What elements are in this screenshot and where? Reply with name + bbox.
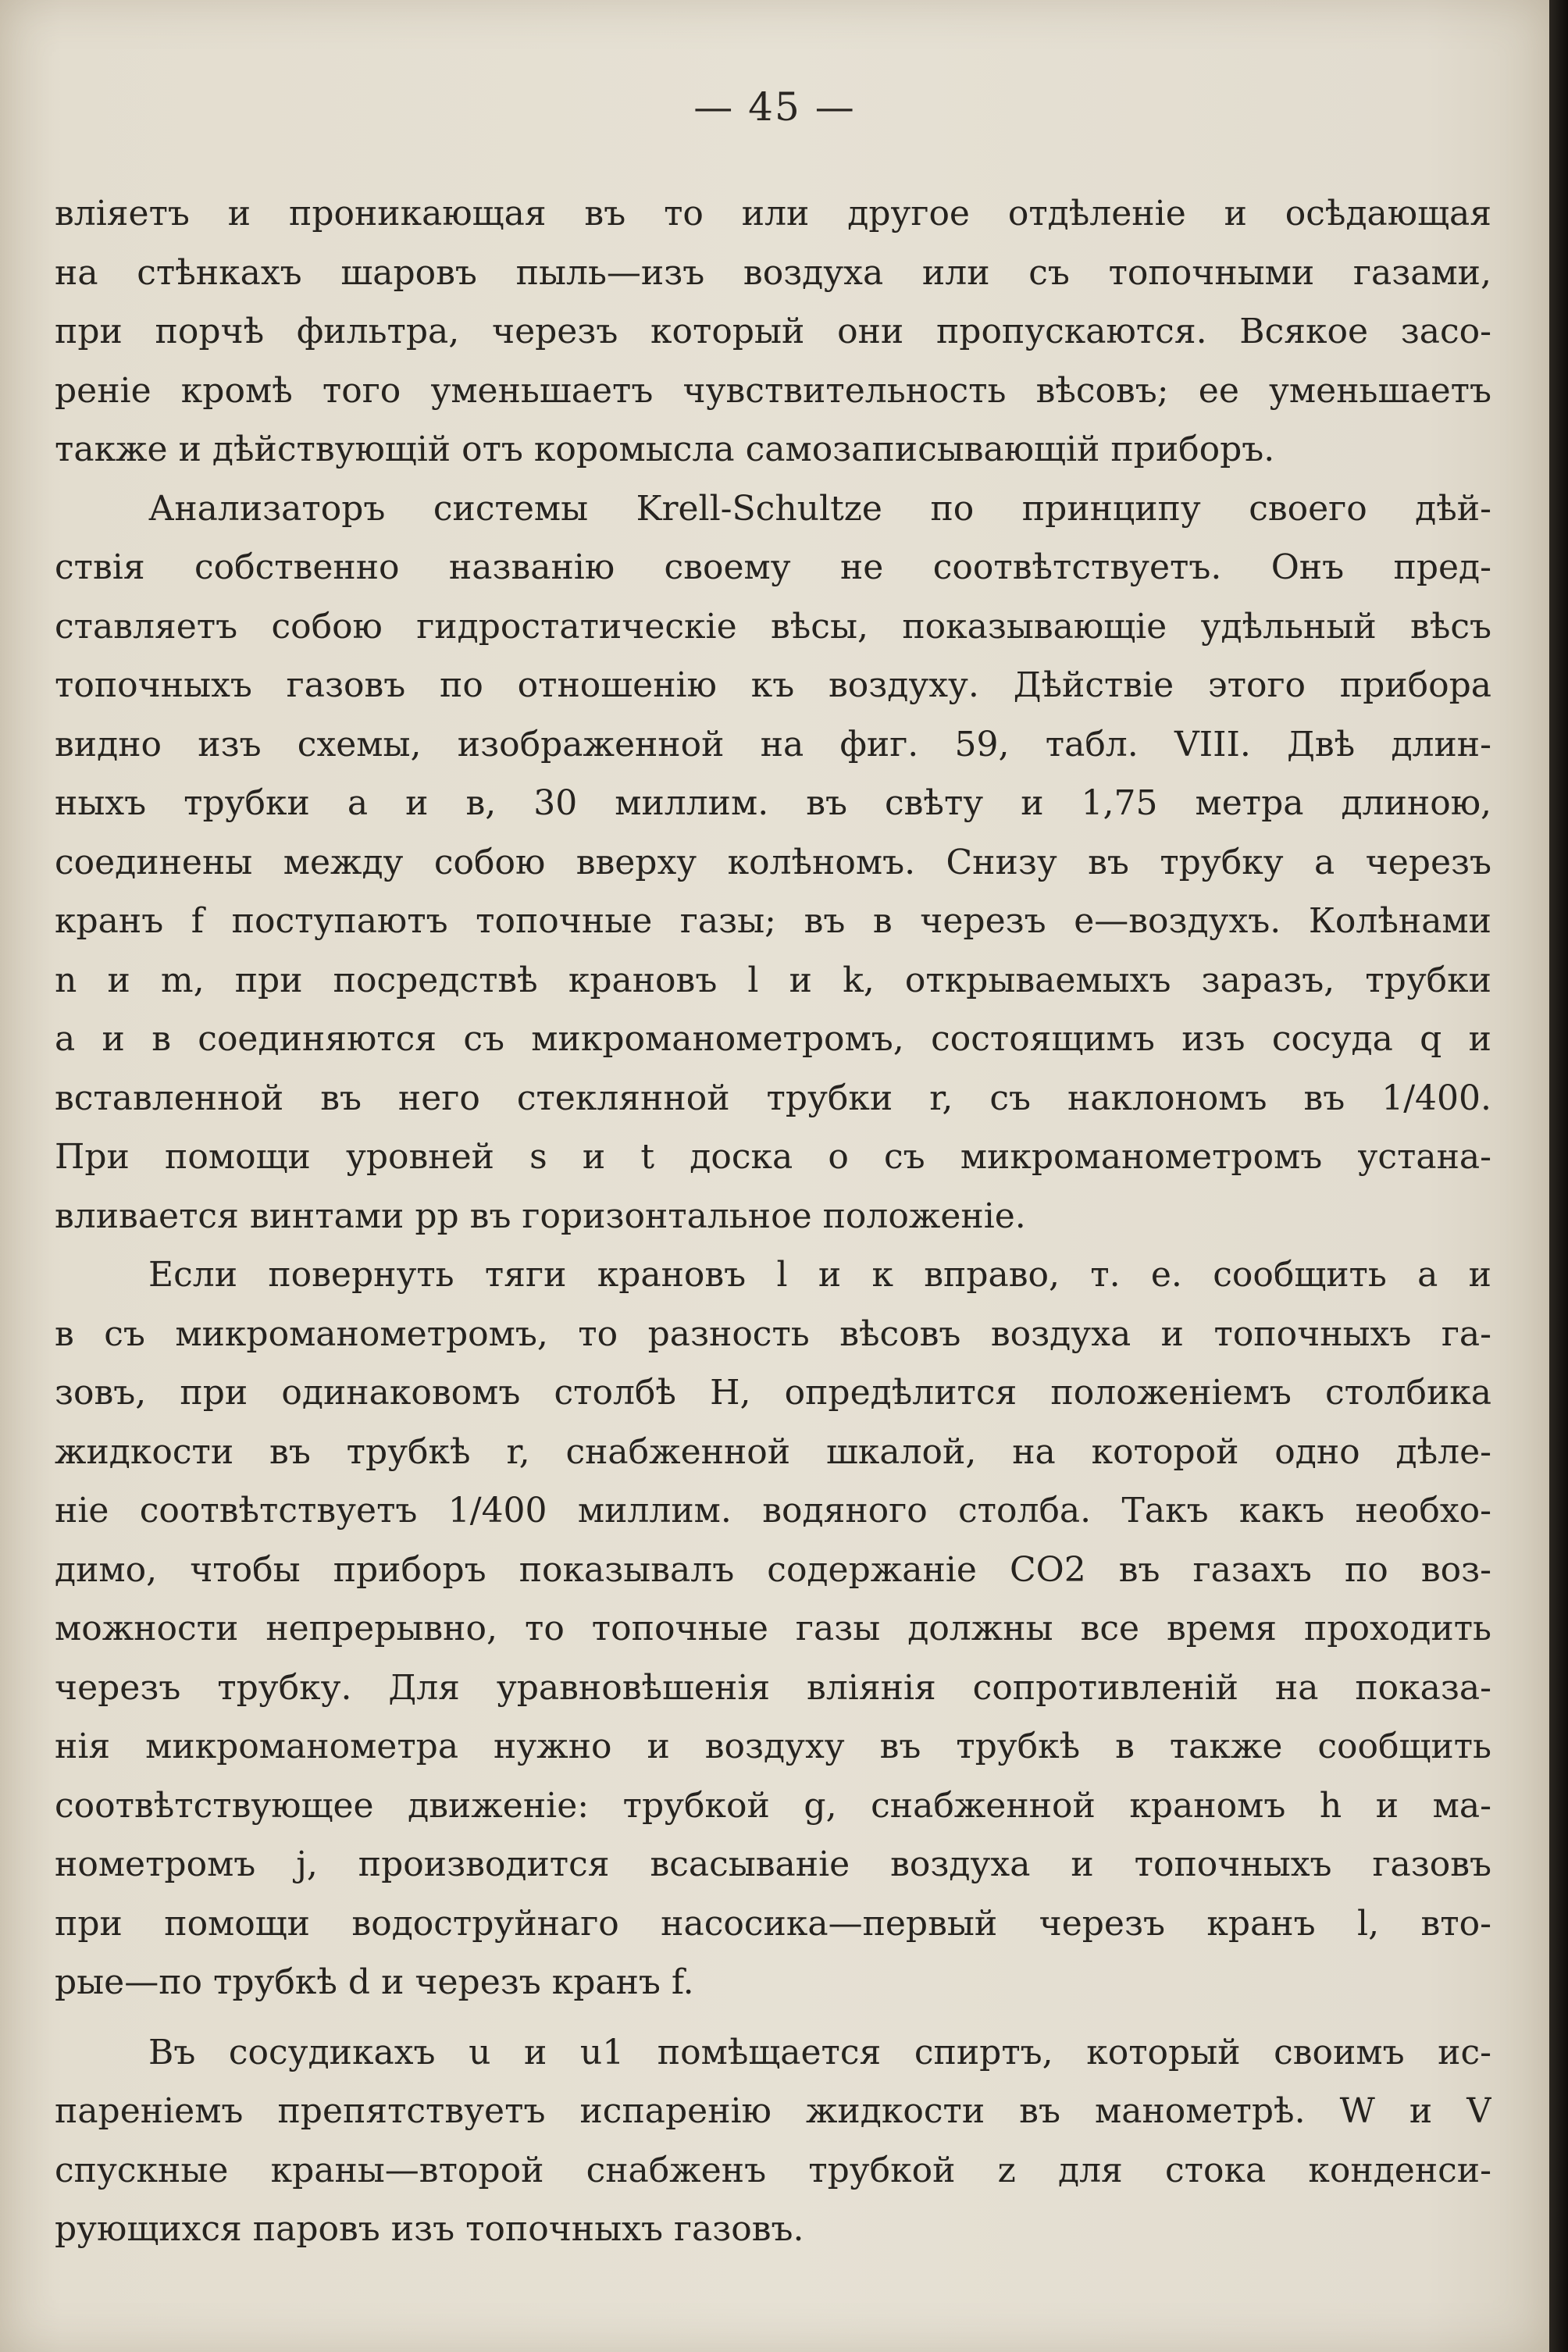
text-line: ставляетъ собою гидростатическіе вѣсы, показывающіе удѣльный вѣсъ: [55, 606, 1491, 647]
text-line: в съ микроманометромъ, то разность вѣсовъ воздуха и топочныхъ га-: [55, 1313, 1491, 1354]
body-text: [55, 184, 1491, 2259]
text-line: Если повернуть тяги крановъ l и к вправо, т. е. сообщить a и: [148, 1255, 1491, 1295]
text-line: a и в соединяются съ микроманометромъ, состоящимъ изъ сосуда q и: [55, 1019, 1491, 1059]
text-line: ныхъ трубки a и в, 30 миллим. въ свѣту и 1,75 метра длиною,: [55, 783, 1491, 823]
text-line: видно изъ схемы, изображенной на фиг. 59, табл. VIII. Двѣ длин-: [55, 724, 1491, 764]
text-line: жидкости въ трубкѣ r, снабженной шкалой, на которой одно дѣле-: [55, 1431, 1491, 1472]
text-line: соотвѣтствующее движеніе: трубкой g, снабженной краномъ h и ма-: [55, 1785, 1491, 1826]
text-line: топочныхъ газовъ по отношенію къ воздуху. Дѣйствіе этого прибора: [55, 665, 1491, 705]
text-line: нія микроманометра нужно и воздуху въ трубкѣ в также сообщить: [55, 1727, 1491, 1766]
text-line: вливается винтами pp въ горизонтальное положеніе.: [55, 1196, 1026, 1236]
text-line: соединены между собою вверху колѣномъ. Снизу въ трубку a черезъ: [55, 842, 1491, 882]
text-line: ніе соотвѣтствуетъ 1/400 миллим. водяного столба. Такъ какъ необхо-: [55, 1491, 1491, 1531]
page-edge-shadow: [1549, 0, 1568, 2352]
text-line: при порчѣ фильтра, черезъ который они пропускаются. Всякое засо-: [55, 312, 1491, 351]
text-line: нометромъ j, производится всасываніе воздуха и топочныхъ газовъ: [55, 1844, 1491, 1884]
text-line: рующихся паровъ изъ топочныхъ газовъ.: [55, 2209, 804, 2249]
text-line: вставленной въ него стеклянной трубки r, съ наклономъ въ 1/400.: [55, 1078, 1491, 1118]
text-line: пареніемъ препятствуетъ испаренію жидкости въ манометрѣ. W и V: [55, 2091, 1491, 2131]
text-line: реніе кромѣ того уменьшаетъ чувствительность вѣсовъ; ее уменьшаетъ: [55, 370, 1491, 411]
text-line: зовъ, при одинаковомъ столбѣ H, опредѣлится положеніемъ столбика: [55, 1373, 1491, 1413]
text-line: n и m, при посредствѣ крановъ l и k, открываемыхъ заразъ, трубки: [55, 960, 1491, 1000]
page-number: — 45 —: [693, 84, 856, 130]
text-line: димо, чтобы приборъ показывалъ содержаніе CO2 въ газахъ по воз-: [55, 1549, 1491, 1590]
text-line: также и дѣйствующій отъ коромысла самозаписывающій приборъ.: [55, 429, 1275, 469]
text-line: черезъ трубку. Для уравновѣшенія вліянія сопротивленій на показа-: [55, 1667, 1491, 1708]
text-line: можности непрерывно, то топочные газы должны все время проходить: [55, 1609, 1491, 1648]
text-line: рые—по трубкѣ d и черезъ кранъ f.: [55, 1962, 694, 2002]
text-line: на стѣнкахъ шаровъ пыль—изъ воздуха или съ топочными газами,: [55, 252, 1491, 293]
text-line: спускные краны—второй снабженъ трубкой z для стока конденси-: [55, 2150, 1491, 2190]
text-line: вліяетъ и проникающая въ то или другое отдѣленіе и осѣдающая: [55, 194, 1491, 233]
text-line: Анализаторъ системы Krell-Schultze по принципу своего дѣй-: [148, 488, 1491, 529]
text-line: Въ сосудикахъ u и u1 помѣщается спиртъ, который своимъ ис-: [148, 2032, 1491, 2072]
text-line: При помощи уровней s и t доска o съ микроманометромъ устана-: [55, 1137, 1491, 1177]
text-line: кранъ f поступаютъ топочные газы; въ в черезъ e—воздухъ. Колѣнами: [55, 901, 1491, 941]
text-line: при помощи водоструйнаго насосика—первый черезъ кранъ l, вто-: [55, 1903, 1491, 1944]
text-line: ствія собственно названію своему не соотвѣтствуетъ. Онъ пред-: [55, 547, 1491, 587]
